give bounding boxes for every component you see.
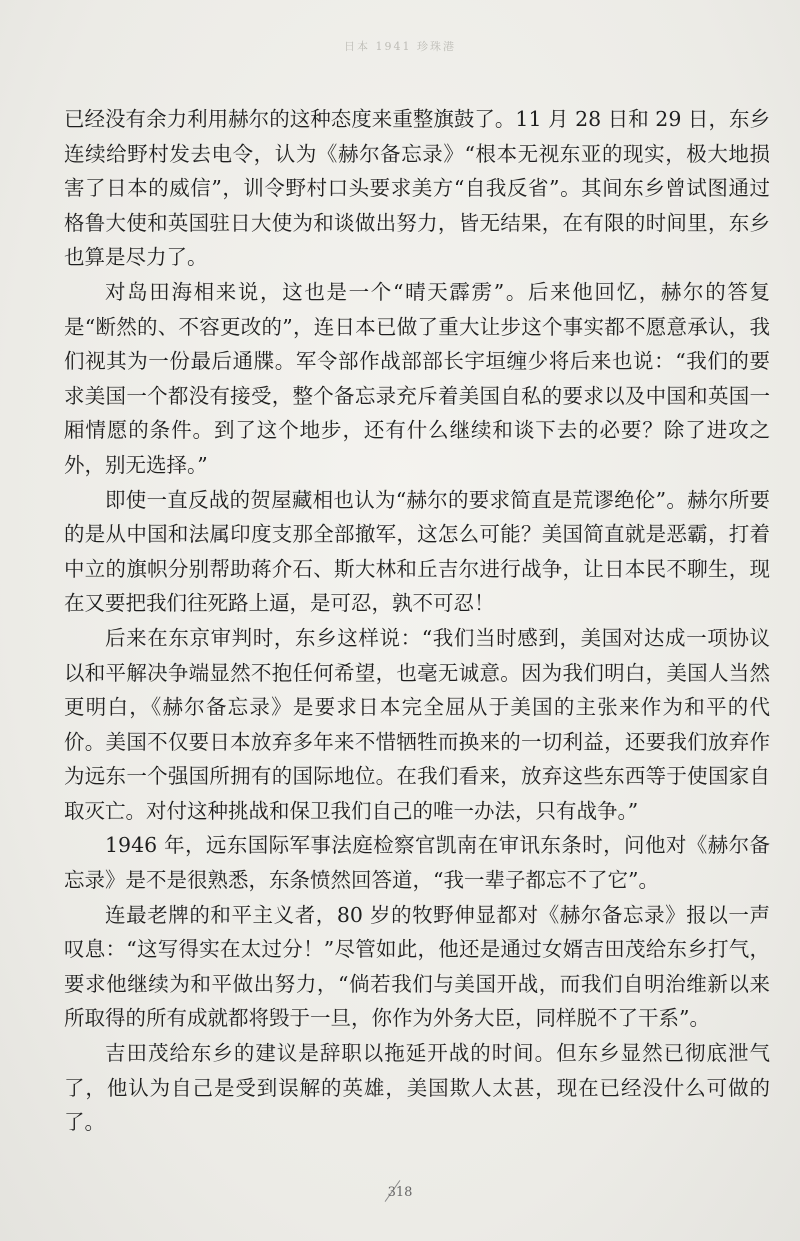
paragraph: 连最老牌的和平主义者，80 岁的牧野伸显都对《赫尔备忘录》报以一声叹息：“这写得实在太过分！”尽管如此，他还是通过女婿吉田茂给东乡打气，要求他继续为和平做出努力，“倘若我们与美国开战，而我们自明治维新以来所取得的所有成就都将毁于一旦，你作为外务大臣，同样脱不了干系”。 [64,902,770,1031]
paragraph: 即使一直反战的贺屋藏相也认为“赫尔的要求简直是荒谬绝伦”。赫尔所要的是从中国和法属印度支那全部撤军，这怎么可能？美国简直就是恶霸，打着中立的旗帜分别帮助蒋介石、斯大林和丘吉尔进行战争，让日本民不聊生，现在又要把我们往死路上逼，是可忍，孰不可忍！ [64,487,770,616]
paragraph: 后来在东京审判时，东乡这样说：“我们当时感到，美国对达成一项协议以和平解决争端显然不抱任何希望，也毫无诚意。因为我们明白，美国人当然更明白，《赫尔备忘录》是要求日本完全屈从于美国的主张来作为和平的代价。美国不仅要日本放弃多年来不惜牺牲而换来的一切利益，还要我们放弃作为远东一个强国所拥有的国际地位。在我们看来，放弃这些东西等于使国家自取灭亡。对付这种挑战和保卫我们自己的唯一办法，只有战争。” [64,625,770,823]
paragraph: 1946 年，远东国际军事法庭检察官凯南在审讯东条时，问他对《赫尔备忘录》是不是很熟悉，东条愤然回答道，“我一辈子都忘不了它”。 [64,833,770,893]
page-number: 318 [387,1185,413,1200]
paragraph: 对岛田海相来说，这也是一个“晴天霹雳”。后来他回忆，赫尔的答复是“断然的、不容更改的”，连日本已做了重大让步这个事实都不愿意承认，我们视其为一份最后通牒。军令部作战部部长宇垣缠少将后来也说：“我们的要求美国一个都没有接受，整个备忘录充斥着美国自私的要求以及中国和英国一厢情愿的条件。到了这个地步，还有什么继续和谈下去的必要？除了进攻之外，别无选择。” [64,279,770,477]
running-head: 日本 1941 珍珠港 [344,40,456,53]
paragraph: 吉田茂给东乡的建议是辞职以拖延开战的时间。但东乡显然已彻底泄气了，他认为自己是受到误解的英雄，美国欺人太甚，现在已经没什么可做的了。 [64,1041,770,1135]
body-text [64,102,770,1140]
paragraph-continued: 已经没有余力利用赫尔的这种态度来重整旗鼓了。11 月 28 日和 29 日，东乡连续给野村发去电令，认为《赫尔备忘录》“根本无视东亚的现实，极大地损害了日本的威信”，训令野村口头要求美方“自我反省”。其间东乡曾试图通过格鲁大使和英国驻日大使为和谈做出努力，皆无结果，在有限的时间里，东乡也算是尽力了。 [64,107,770,270]
